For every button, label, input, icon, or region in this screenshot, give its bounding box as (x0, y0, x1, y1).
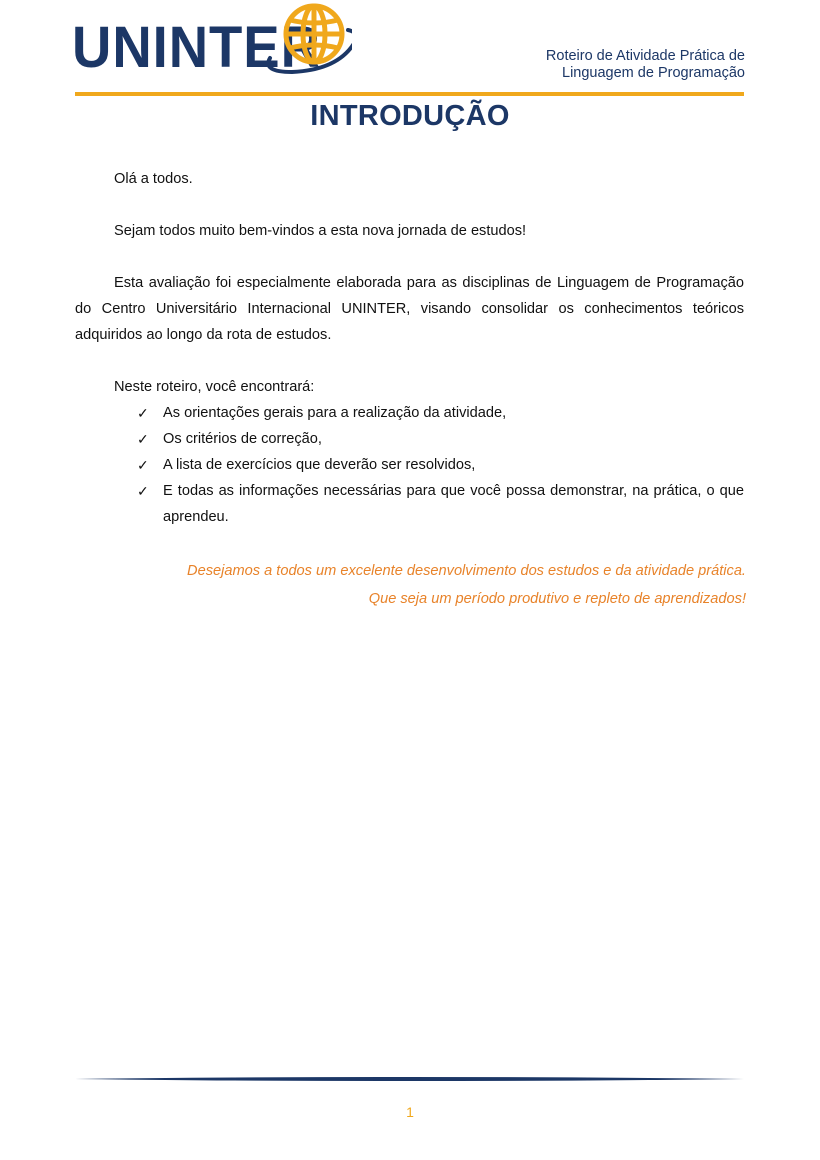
list-item-text: A lista de exercícios que deverão ser resolvidos, (163, 457, 476, 473)
subtitle-line-2: Linguagem de Programação (562, 65, 745, 81)
purpose-paragraph: Esta avaliação foi especialmente elaborada para as disciplinas de Linguagem de Programação do Centro Universitário Internacional UNINTER, visando consolidar os conhecimentos teóricos adquiridos ao longo da rota de estudos. (75, 275, 744, 343)
globe-orbit-icon (252, 0, 352, 78)
subtitle-line-1: Roteiro de Atividade Prática de (545, 48, 745, 64)
document-subtitle (546, 48, 745, 82)
checkmark-icon: ✓ (137, 483, 149, 499)
logo-wordmark: UNINTER (72, 15, 321, 80)
list-item-text: E todas as informações necessárias para que você possa demonstrar, na prática, o que aprendeu. (163, 483, 744, 525)
welcome-paragraph: Sejam todos muito bem-vindos a esta nova jornada de estudos! (114, 223, 527, 239)
checkmark-icon: ✓ (137, 431, 149, 447)
page-number: 1 (406, 1104, 414, 1120)
list-item (75, 452, 744, 478)
list-item-text: Os critérios de correção, (163, 431, 322, 447)
list-item (75, 426, 744, 452)
closing-line-1: Desejamos a todos um excelente desenvolvimento dos estudos e da atividade prática. (187, 563, 746, 579)
list-intro-paragraph: Neste roteiro, você encontrará: (114, 379, 315, 395)
greeting-paragraph: Olá a todos. (114, 171, 193, 187)
checkmark-icon: ✓ (137, 457, 149, 473)
contents-checklist (75, 400, 744, 530)
closing-message (75, 557, 746, 613)
footer-divider (75, 1076, 744, 1082)
closing-line-2: Que seja um período produtivo e repleto de aprendizados! (368, 591, 746, 607)
list-item-text: As orientações gerais para a realização da atividade, (163, 405, 507, 421)
list-item (75, 400, 744, 426)
header-divider (75, 92, 744, 96)
page-title: INTRODUÇÃO (310, 100, 510, 132)
list-item (75, 478, 744, 530)
checkmark-icon: ✓ (137, 405, 149, 421)
